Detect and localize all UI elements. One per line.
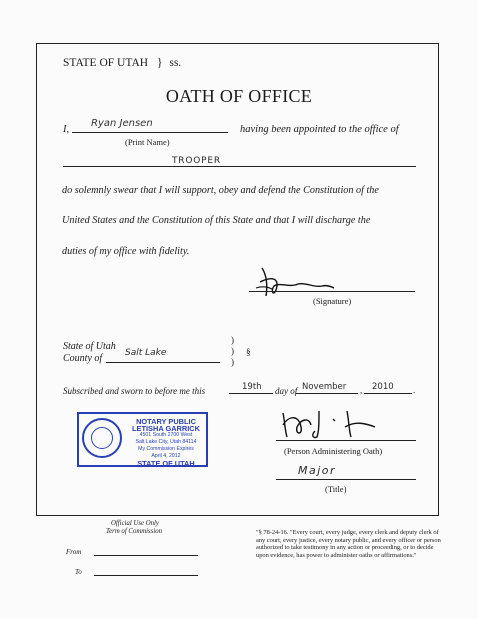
brace: } [156,57,163,69]
venue-bracket-2: ) [231,346,234,356]
printed-name-value: Ryan Jensen [91,118,153,129]
print-name-caption: (Print Name) [125,137,170,147]
administrator-line [276,440,416,441]
year-underline [364,393,412,394]
office-underline [63,166,416,167]
oath-line-2: United States and the Constitution of this State and that I will discharge the [62,215,371,226]
stamp-line-3: 4501 South 2700 West [139,432,193,438]
subscribed-year: 2010 [372,382,394,392]
month-comma: , [360,385,363,395]
from-label: From [66,548,82,556]
stamp-line-4: Salt Lake City, Utah 84114 [135,439,197,445]
venue-bracket-3: ) [231,357,234,367]
county-label: County of [63,353,103,364]
stamp-line-5: My Commission Expires [138,446,194,452]
oath-line-1: do solemnly swear that I will support, obey and defend the Constitution of the [62,185,379,196]
to-label: To [75,568,82,576]
administrator-caption: (Person Administering Oath) [284,446,383,456]
term-of-commission-heading: Term of Commission [106,528,163,535]
county-value: Salt Lake [125,348,167,358]
signature-line [249,291,415,292]
statute-footnote: "§ 78-24-16. "Every court, every judge, every clerk and deputy clerk of any court, every justice, every notary public, and every officer or person authorized to take testimony in any action or proceeding, or to decide upon evidence, has power to administer oaths or affirmations." [256,529,441,559]
name-underline [72,132,228,133]
office-value: TROOPER [172,156,221,166]
stamp-line-6: April 4, 2012 [151,453,181,459]
state-heading [63,57,181,69]
subscribed-text: Subscribed and sworn to before me this [63,386,206,396]
title-line [276,479,416,480]
oath-line-3: duties of my office with fidelity. [62,246,190,257]
day-underline [229,393,273,394]
subscribed-day: 19th [242,382,262,392]
to-line [94,575,198,576]
stamp-line-1: NOTARY PUBLIC [136,417,196,426]
pronoun-label: I, [63,124,70,135]
state-line: STATE OF UTAH [63,57,149,69]
page-title: OATH OF OFFICE [165,86,313,106]
month-underline [296,393,358,394]
signature-caption: (Signature) [313,296,352,306]
ss-label: ss. [169,57,182,69]
notary-seal-icon [82,418,122,458]
title-caption: (Title) [325,484,347,494]
county-underline [106,362,220,363]
title-value: Major [298,464,337,477]
section-mark: § [246,347,251,357]
venue-state: State of Utah [63,341,116,352]
subscribed-month: November [302,382,347,392]
venue-bracket-1: ) [231,335,234,345]
stamp-line-2: LETISHA GARRICK [132,424,200,433]
from-line [94,555,198,556]
year-period: . [413,385,416,395]
official-use-heading: Official Use Only [111,520,159,527]
stamp-line-7: STATE OF UTAH [137,459,195,468]
appointed-text: having been appointed to the office of [240,124,399,135]
notary-stamp [77,412,208,467]
day-of-label: day of [275,386,298,396]
administrator-signature [275,405,385,441]
